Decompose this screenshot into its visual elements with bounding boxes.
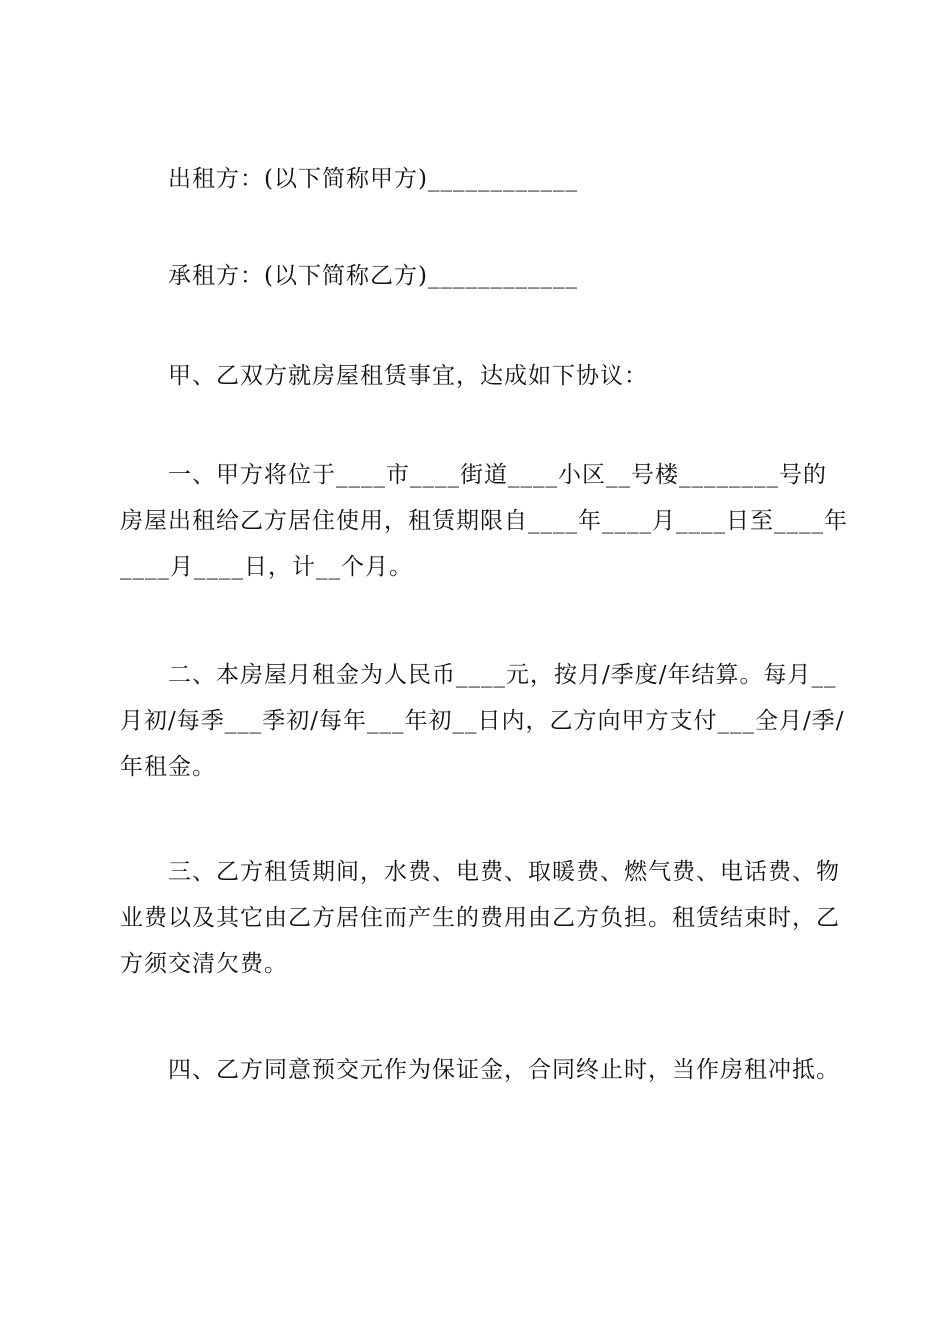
clause-4: 四、乙方同意预交元作为保证金，合同终止时，当作房租冲抵。 (168, 1057, 840, 1083)
agreement-intro: 甲、乙双方就房屋租赁事宜，达成如下协议： (168, 363, 648, 389)
lessor-line: 出租方：(以下简称甲方)____________ (168, 166, 578, 192)
lessee-line: 承租方：(以下简称乙方)____________ (168, 263, 578, 289)
clause-1: 一、甲方将位于____市____街道____小区__号楼________号的房屋出租给乙方居住使用，租赁期限自____年____月____日至____年____月____日，计__个月。 (120, 462, 848, 580)
clause-3: 三、乙方租赁期间，水费、电费、取暖费、燃气费、电话费、物业费以及其它由乙方居住而产生的费用由乙方负担。租赁结束时，乙方须交清欠费。 (120, 859, 840, 977)
clause-2: 二、本房屋月租金为人民币____元，按月/季度/年结算。每月__月初/每季___季初/每年___年初__日内，乙方向甲方支付___全月/季/年租金。 (120, 662, 845, 780)
